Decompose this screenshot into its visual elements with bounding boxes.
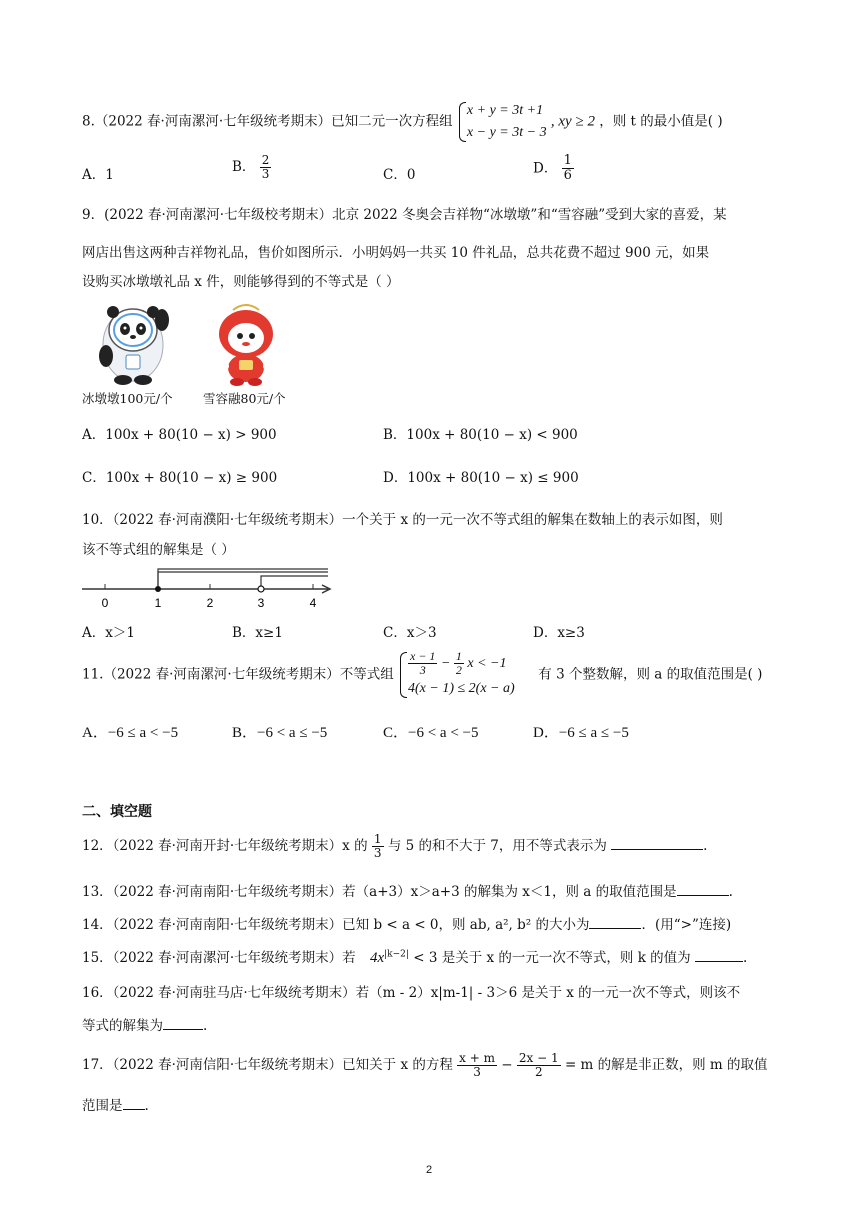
q11-stem: 11.（2022 春·河南漯河·七年级统考期末）不等式组: [82, 666, 394, 683]
q11-option-a: A．−6 ≤ a < −5: [82, 725, 179, 741]
q10-line2: 该不等式组的解集是（ ）: [82, 542, 235, 558]
q10-option-a: A．x＞1: [82, 625, 135, 641]
q8-eq1: x + y = 3t +1: [466, 103, 544, 118]
q11-inequality-system: [398, 650, 534, 700]
q17-line2: 范围是 .: [82, 1098, 149, 1114]
q8-option-a: A．1: [82, 167, 114, 183]
q16-line2: 等式的解集为 .: [82, 1018, 208, 1034]
q9-option-d: D．100x + 80(10 − x) ≤ 900: [383, 470, 579, 486]
q9-caption-1: 冰墩墩100元/个: [82, 391, 173, 406]
q14-answer-blank[interactable]: [589, 927, 641, 929]
q10-option-b: B．x≥1: [232, 625, 283, 641]
q9-line2: 网店出售这两种吉祥物礼品，售价如图所示．小明妈妈一共买 10 件礼品，总共花费不超过 900 元，如果: [82, 245, 710, 261]
q10-option-d: D．x≥3: [533, 625, 585, 641]
shuey-rhon-rhon-image: [213, 300, 279, 386]
q13-answer-blank[interactable]: [677, 894, 729, 896]
question-15: 15．（2022 春·河南漯河·七年级统考期末）若 $4x^{|k-2|} < 3$ 是关于 x 的一元一次不等式，则 k 的值为 .: [82, 949, 748, 966]
q9-line3: 设购买冰墩墩礼品 x 件，则能够得到的不等式是（ ）: [82, 274, 400, 290]
q9-line1: 9．(2022 春·河南漯河·七年级校考期末）北京 2022 冬奥会吉祥物“冰墩墩”和“雪容融”受到大家的喜爱，某: [82, 207, 727, 223]
q8-eq2: x − y = 3t − 3: [466, 125, 547, 140]
q9-caption-2: 雪容融80元/个: [203, 391, 286, 406]
q8-condition: , xy ≥ 2: [550, 113, 595, 130]
q16-line1: 16．（2022 春·河南驻马店·七年级统考期末）若（m - 2）x|m-1| - 3＞6 是关于 x 的一元一次不等式，则该不: [82, 985, 741, 1001]
q8-option-b: B． $\frac{2}{3}$: [232, 153, 270, 182]
question-12: 12．（2022 春·河南开封·七年级统考期末）x 的 $\frac{1}{3}$ 与 5 的和不大于 7，用不等式表示为 .: [82, 832, 708, 861]
q8-equation-system: [457, 100, 547, 144]
q9-option-c: C．100x + 80(10 − x) ≥ 900: [82, 470, 278, 486]
q9-option-b: B．100x + 80(10 − x) < 900: [383, 427, 578, 443]
q10-number-line: [80, 562, 340, 612]
question-8: [82, 100, 723, 144]
tick-label-4: 4: [309, 596, 317, 610]
q17-answer-blank[interactable]: [123, 1108, 145, 1110]
question-14: 14．（2022 春·河南南阳·七年级统考期末）已知 b < a < 0，则 ab, a², b² 的大小为 ．(用“>”连接): [82, 917, 732, 933]
bing-dwen-dwen-image: [90, 300, 176, 386]
q8-stem-post: ，则 t 的最小值是( ): [599, 113, 723, 130]
question-11: [82, 650, 762, 700]
q16-answer-blank[interactable]: [163, 1028, 203, 1030]
q15-answer-blank[interactable]: [695, 960, 743, 962]
tick-label-1: 1: [154, 596, 162, 610]
q10-option-c: C．x＞3: [383, 625, 437, 641]
q11-stem-post: 有 3 个整数解，则 a 的取值范围是( ): [538, 666, 763, 683]
question-13: 13．（2022 春·河南南阳·七年级统考期末）若（a+3）x＞a+3 的解集为 x＜1，则 a 的取值范围是 .: [82, 884, 733, 900]
q11-option-c: C．−6 < a < −5: [383, 725, 479, 741]
tick-label-2: 2: [206, 596, 214, 610]
q8-stem: 8.（2022 春·河南漯河·七年级统考期末）已知二元一次方程组: [82, 113, 453, 130]
q8-option-c: C．0: [383, 167, 416, 183]
q11-ineq1: $\frac{x - 1}{3}$ − $\frac{1}{2}$ x < −1: [410, 649, 507, 678]
q8-option-d: D． $\frac{1}{6}$: [533, 153, 572, 184]
q10-line1: 10．（2022 春·河南濮阳·七年级统考期末）一个关于 x 的一元一次不等式组的解集在数轴上的表示如图，则: [82, 512, 723, 528]
tick-label-3: 3: [257, 596, 265, 610]
q11-option-d: D．−6 ≤ a ≤ −5: [533, 725, 629, 741]
section-title: 二、填空题: [82, 804, 152, 820]
q11-ineq2: 4(x − 1) ≤ 2(x − a): [408, 681, 515, 696]
q12-answer-blank[interactable]: [611, 848, 703, 850]
page-number: 2: [426, 1164, 433, 1176]
q11-option-b: B．−6 < a ≤ −5: [232, 725, 328, 741]
question-17: 17．（2022 春·河南信阳·七年级统考期末）已知关于 x 的方程 $\frac{x + m}{3}$ − $\frac{2x - 1}{2}$ = m 的解是非正数，则 m 的取值: [82, 1051, 768, 1080]
q9-option-a: A．100x + 80(10 − x) > 900: [82, 427, 277, 443]
tick-label-0: 0: [101, 596, 109, 610]
